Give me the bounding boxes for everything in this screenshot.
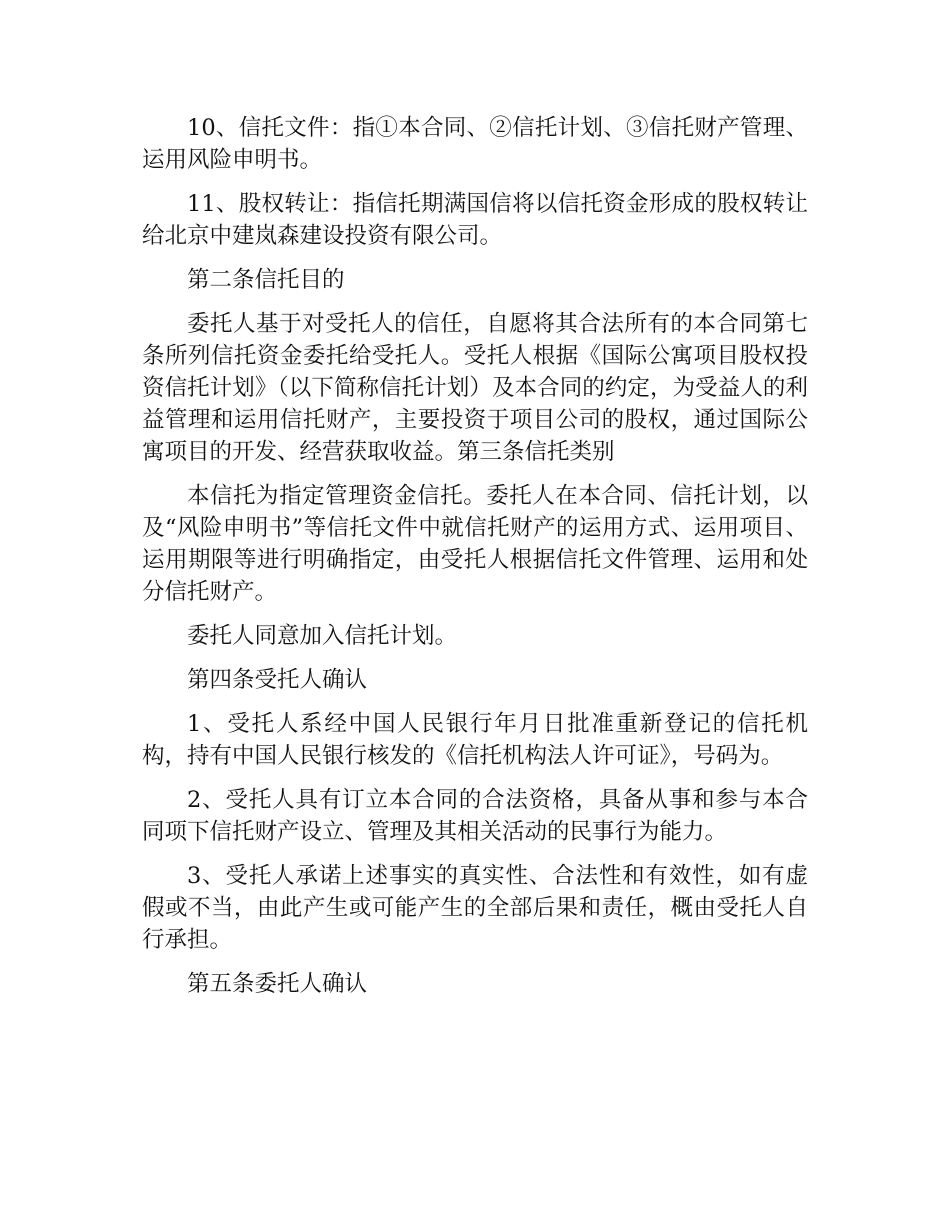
definition-trust-documents: 10、信托文件：指①本合同、②信托计划、③信托财产管理、运用风险申明书。 (142, 115, 808, 173)
article-4-heading: 第四条受托人确认 (187, 667, 368, 693)
article-3-consent: 委托人同意加入信托计划。 (187, 623, 458, 649)
article-4-clause-2: 2、受托人具有订立本合同的合法资格，具备从事和参与本合同项下信托财产设立、管理及其相关活动的民事行为能力。 (142, 787, 808, 845)
article-4-clause-3: 3、受托人承诺上述事实的真实性、合法性和有效性，如有虚假或不当，由此产生或可能产生的全部后果和责任，概由受托人自行承担。 (142, 863, 808, 953)
article-2-heading: 第二条信托目的 (187, 267, 345, 293)
definition-equity-transfer: 11、股权转让：指信托期满国信将以信托资金形成的股权转让给北京中建岚森建设投资有限公司。 (142, 191, 808, 249)
article-5-heading: 第五条委托人确认 (187, 971, 368, 997)
document-page (142, 112, 808, 1012)
article-4-clause-1: 1、受托人系经中国人民银行年月日批准重新登记的信托机构，持有中国人民银行核发的《信托机构法人许可证》，号码为。 (142, 711, 808, 769)
article-3-body: 本信托为指定管理资金信托。委托人在本合同、信托计划，以及“风险申明书”等信托文件中就信托财产的运用方式、运用项目、运用期限等进行明确指定，由受托人根据信托文件管理、运用和处分信托财产。 (142, 483, 808, 605)
article-2-body: 委托人基于对受托人的信任，自愿将其合法所有的本合同第七条所列信托资金委托给受托人。受托人根据《国际公寓项目股权投资信托计划》（以下简称信托计划）及本合同的约定，为受益人的利益管理和运用信托财产，主要投资于项目公司的股权，通过国际公寓项目的开发、经营获取收益。第三条信托类别 (142, 311, 808, 465)
